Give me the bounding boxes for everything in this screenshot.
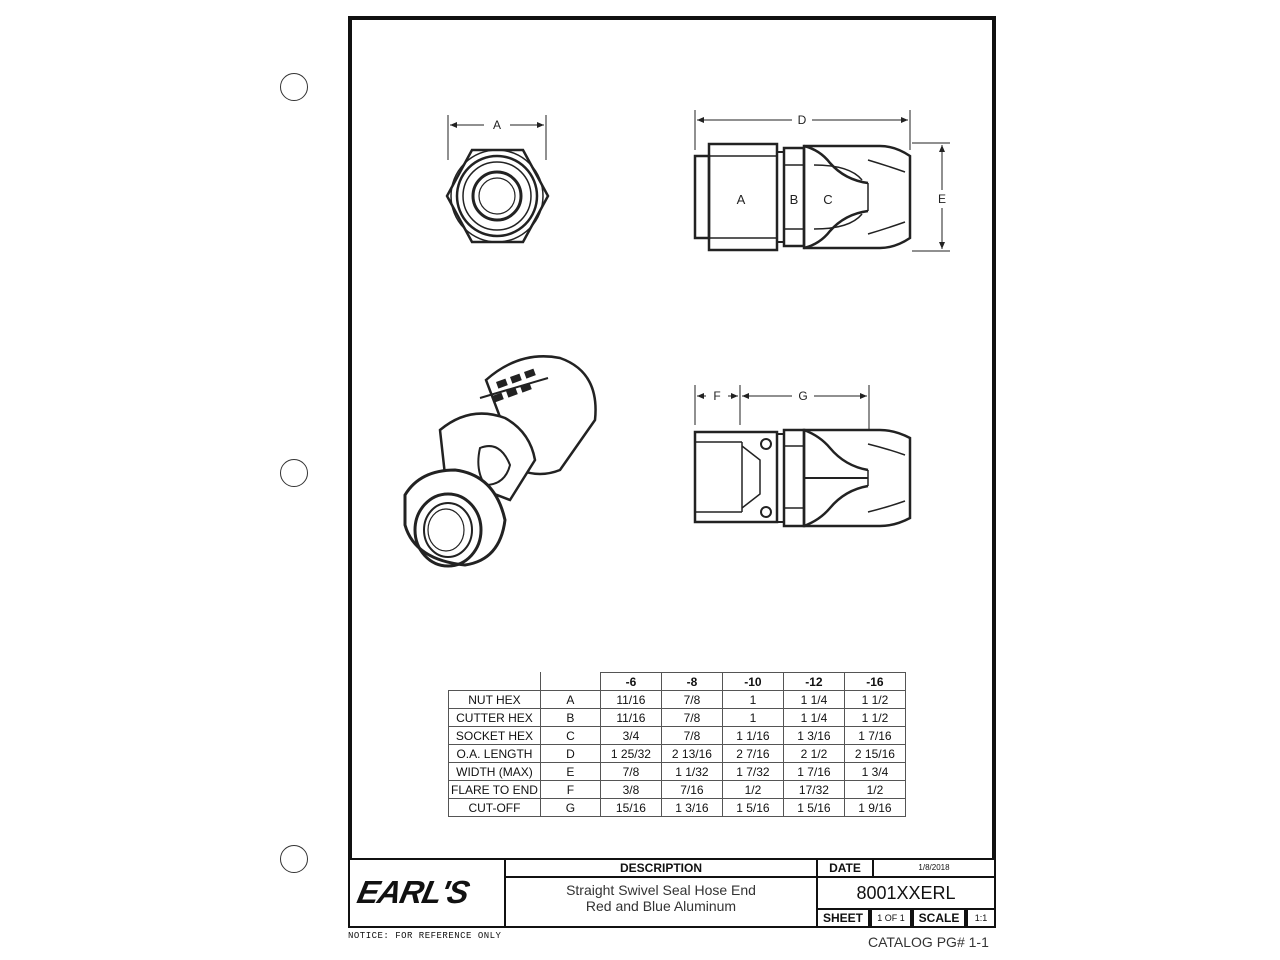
cell-value: 17/32 — [783, 781, 844, 799]
scale-value-cell — [966, 908, 996, 928]
cell-value: 1 1/4 — [783, 709, 844, 727]
description-header-cell — [504, 858, 818, 878]
table-row — [449, 745, 906, 763]
cell-value: 3/8 — [600, 781, 661, 799]
cell-value: 2 13/16 — [661, 745, 722, 763]
cell-value: 1 3/16 — [661, 799, 722, 817]
cell-value: 1 — [722, 709, 783, 727]
sheet-label: SHEET — [822, 911, 863, 925]
isometric-view — [405, 356, 596, 566]
row-label: CUT-OFF — [449, 799, 541, 817]
size-header: -6 — [600, 673, 661, 691]
cell-value: 2 7/16 — [722, 745, 783, 763]
dimension-label-g: G — [798, 389, 808, 403]
size-header: -10 — [722, 673, 783, 691]
part-label-c: C — [823, 192, 833, 207]
part-number: 8001XXERL — [856, 883, 956, 903]
size-header: -16 — [844, 673, 905, 691]
row-label: FLARE TO END — [449, 781, 541, 799]
row-label: WIDTH (MAX) — [449, 763, 541, 781]
catalog-page-number: CATALOG PG# 1-1 — [868, 934, 989, 950]
section-view — [695, 385, 910, 526]
logo-cell — [348, 858, 508, 928]
scale-label: SCALE — [918, 911, 960, 925]
cell-value: 1 7/16 — [844, 727, 905, 745]
cell-value: 1 7/16 — [783, 763, 844, 781]
reference-notice: NOTICE: FOR REFERENCE ONLY — [348, 931, 502, 941]
cell-value: 1/2 — [844, 781, 905, 799]
row-code: E — [540, 763, 600, 781]
sheet-label-cell — [816, 908, 870, 928]
scale-value: 1:1 — [974, 913, 988, 923]
dimension-label-e: E — [937, 192, 947, 206]
cell-value: 1 3/4 — [844, 763, 905, 781]
sheet-value: 1 OF 1 — [877, 913, 905, 923]
side-view — [695, 110, 950, 251]
description-line-1: Straight Swivel Seal Hose End — [566, 882, 756, 898]
cell-value: 1 9/16 — [844, 799, 905, 817]
cell-value: 1 — [722, 691, 783, 709]
description-header: DESCRIPTION — [619, 861, 702, 875]
part-label-b: B — [789, 192, 799, 207]
row-code: G — [540, 799, 600, 817]
size-header: -12 — [783, 673, 844, 691]
end-view — [447, 115, 548, 242]
cell-value: 2 1/2 — [783, 745, 844, 763]
row-label: CUTTER HEX — [449, 709, 541, 727]
description-cell — [504, 876, 818, 928]
cell-value: 11/16 — [600, 691, 661, 709]
cell-value: 1 1/32 — [661, 763, 722, 781]
title-block — [348, 858, 996, 928]
row-code: D — [540, 745, 600, 763]
row-label: SOCKET HEX — [449, 727, 541, 745]
cell-value: 15/16 — [600, 799, 661, 817]
earls-logo: EARL'S — [354, 874, 472, 910]
cell-value: 3/4 — [600, 727, 661, 745]
row-code: F — [540, 781, 600, 799]
date-header: DATE — [829, 861, 861, 875]
table-row — [449, 799, 906, 817]
row-code: B — [540, 709, 600, 727]
description-line-2: Red and Blue Aluminum — [585, 898, 737, 914]
scale-label-cell — [912, 908, 966, 928]
row-code: C — [540, 727, 600, 745]
cell-value: 11/16 — [600, 709, 661, 727]
spec-table-header-row — [449, 673, 906, 691]
cell-value: 1 7/32 — [722, 763, 783, 781]
spec-corner-cell — [540, 673, 600, 691]
table-row — [449, 781, 906, 799]
cell-value: 1 25/32 — [600, 745, 661, 763]
table-row — [449, 763, 906, 781]
table-row — [449, 727, 906, 745]
row-code: A — [540, 691, 600, 709]
dimension-label-d: D — [797, 113, 807, 127]
cell-value: 1 1/16 — [722, 727, 783, 745]
table-row — [449, 709, 906, 727]
date-value-cell — [872, 858, 996, 878]
dimension-label-a: A — [492, 118, 502, 132]
cell-value: 1 5/16 — [722, 799, 783, 817]
cell-value: 1 1/2 — [844, 709, 905, 727]
cell-value: 7/8 — [661, 727, 722, 745]
size-header: -8 — [661, 673, 722, 691]
cell-value: 1 1/4 — [783, 691, 844, 709]
part-number-cell — [816, 876, 996, 910]
cell-value: 7/8 — [600, 763, 661, 781]
cell-value: 7/16 — [661, 781, 722, 799]
dimension-label-f: F — [713, 389, 721, 403]
cell-value: 1 5/16 — [783, 799, 844, 817]
cell-value: 1 3/16 — [783, 727, 844, 745]
part-label-a: A — [736, 192, 746, 207]
spec-table — [448, 672, 906, 817]
cell-value: 1/2 — [722, 781, 783, 799]
cell-value: 7/8 — [661, 691, 722, 709]
date-value: 1/8/2018 — [918, 863, 950, 872]
cell-value: 1 1/2 — [844, 691, 905, 709]
sheet-value-cell — [870, 908, 912, 928]
spec-corner-cell — [449, 673, 541, 691]
row-label: O.A. LENGTH — [449, 745, 541, 763]
cell-value: 2 15/16 — [844, 745, 905, 763]
table-row — [449, 691, 906, 709]
row-label: NUT HEX — [449, 691, 541, 709]
cell-value: 7/8 — [661, 709, 722, 727]
date-header-cell — [816, 858, 874, 878]
